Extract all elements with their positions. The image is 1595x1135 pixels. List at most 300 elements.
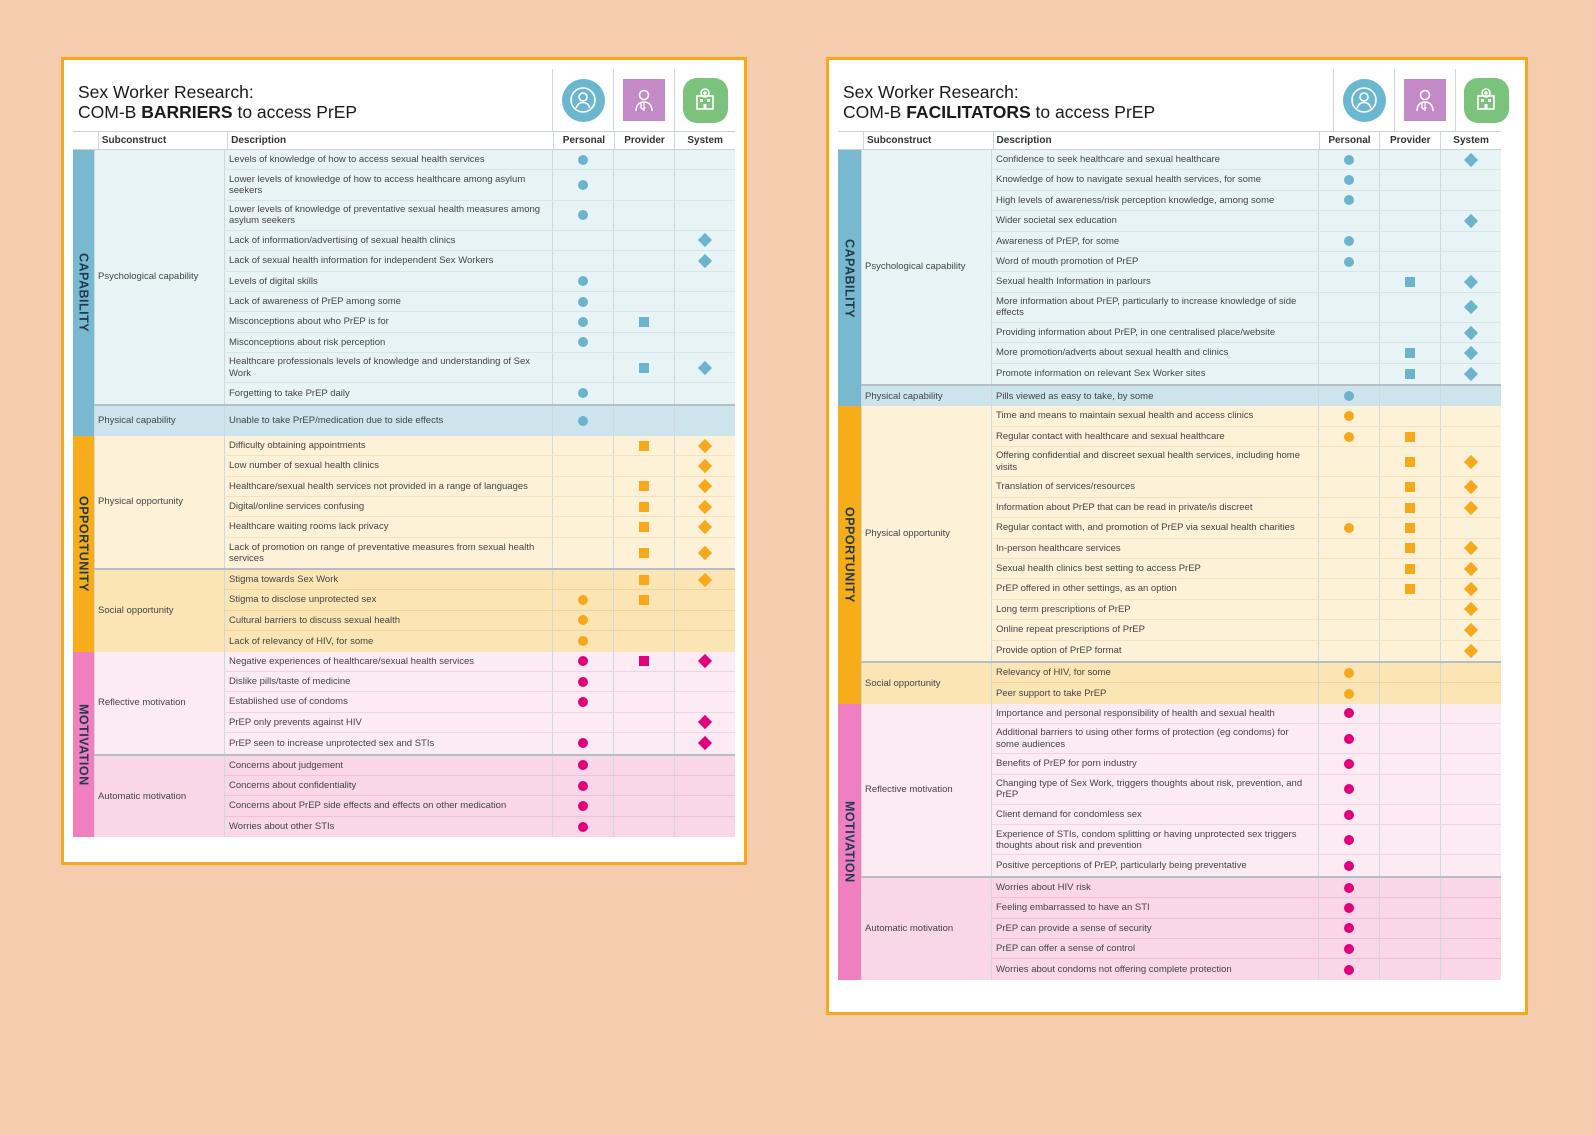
circle-marker (578, 760, 588, 770)
cell-provider (613, 611, 674, 630)
diamond-marker (698, 520, 712, 534)
column-icon-cell (1333, 69, 1394, 131)
cell-personal (552, 383, 613, 403)
band-label: MOTIVATION (842, 800, 857, 883)
rows (991, 150, 1501, 384)
cell-system (1440, 878, 1501, 897)
square-marker (639, 595, 649, 605)
circle-marker (578, 781, 588, 791)
column-icon-cell (613, 69, 674, 131)
circle-marker (1344, 257, 1354, 267)
column-header-subconstruct: Subconstruct (863, 132, 993, 149)
row-description: Cultural barriers to discuss sexual health (224, 611, 552, 630)
table-row (224, 672, 735, 692)
square-marker (639, 575, 649, 585)
row-description: Confidence to seek healthcare and sexual healthcare (991, 150, 1318, 169)
table-row (991, 939, 1501, 959)
cell-system (1440, 150, 1501, 169)
circle-marker (578, 636, 588, 646)
cell-system (1440, 939, 1501, 958)
table-row (991, 704, 1501, 724)
cell-provider (613, 201, 674, 230)
diamond-marker (698, 479, 712, 493)
circle-marker (578, 388, 588, 398)
rows (224, 406, 735, 436)
row-description: Sexual health Information in parlours (991, 272, 1318, 291)
diamond-marker (1464, 153, 1478, 167)
cell-personal (1318, 343, 1379, 362)
barriers-title (78, 82, 357, 122)
cell-system (1440, 170, 1501, 189)
cell-personal (1318, 293, 1379, 322)
cell-personal (1318, 252, 1379, 271)
cell-system (1440, 683, 1501, 703)
diamond-marker (1464, 500, 1478, 514)
table-row (991, 641, 1501, 661)
table-row (991, 855, 1501, 875)
circle-marker (578, 297, 588, 307)
row-description: Levels of digital skills (224, 272, 552, 291)
row-description: Provide option of PrEP format (991, 641, 1318, 661)
table-row (991, 518, 1501, 538)
diamond-marker (698, 254, 712, 268)
table-row (224, 353, 735, 383)
cell-personal (1318, 704, 1379, 723)
circle-marker (1344, 432, 1354, 442)
subconstruct-label: Social opportunity (94, 570, 224, 652)
cell-system (1440, 293, 1501, 322)
section-mot (73, 652, 735, 838)
circle-marker (578, 738, 588, 748)
cell-personal (1318, 683, 1379, 703)
square-marker (639, 548, 649, 558)
circle-marker (578, 677, 588, 687)
hospital-icon (1464, 78, 1509, 123)
cell-system (674, 150, 735, 169)
row-description: Information about PrEP that can be read in private/is discreet (991, 498, 1318, 517)
table-row (991, 959, 1501, 979)
cell-provider (1379, 620, 1440, 639)
cell-provider (613, 353, 674, 382)
cell-system (1440, 386, 1501, 406)
row-description: Healthcare waiting rooms lack privacy (224, 517, 552, 536)
cell-provider (1379, 170, 1440, 189)
row-description: Providing information about PrEP, in one centralised place/website (991, 323, 1318, 342)
groups (94, 652, 735, 838)
cell-system (674, 672, 735, 691)
cell-system (1440, 775, 1501, 804)
cell-system (674, 538, 735, 568)
circle-marker (1344, 668, 1354, 678)
table-row (224, 796, 735, 816)
cell-system (674, 497, 735, 516)
rows (991, 406, 1501, 660)
cell-system (1440, 477, 1501, 496)
cell-personal (552, 231, 613, 250)
table-row (224, 456, 735, 476)
row-description: Lack of relevancy of HIV, for some (224, 631, 552, 651)
cell-provider (1379, 579, 1440, 598)
row-description: Lower levels of knowledge of preventative sexual health measures among asylum seekers (224, 201, 552, 230)
cell-provider (1379, 427, 1440, 446)
band-label: MOTIVATION (76, 703, 91, 786)
cell-system (674, 477, 735, 496)
row-description: Lack of information/advertising of sexual health clinics (224, 231, 552, 250)
cell-provider (1379, 447, 1440, 476)
diamond-marker (1464, 480, 1478, 494)
cell-system (674, 251, 735, 270)
table-row (991, 775, 1501, 805)
cell-provider (613, 538, 674, 568)
subconstruct-label: Physical opportunity (94, 436, 224, 568)
groups (94, 150, 735, 436)
diamond-marker (1464, 455, 1478, 469)
cell-system (1440, 959, 1501, 979)
diamond-marker (698, 459, 712, 473)
cell-provider (1379, 150, 1440, 169)
section-cap (73, 150, 735, 436)
cell-personal (552, 292, 613, 311)
section-cap (838, 150, 1501, 406)
square-marker (1405, 277, 1415, 287)
table-row (991, 272, 1501, 292)
table-row (991, 825, 1501, 855)
rows (224, 436, 735, 568)
column-header-personal: Personal (553, 132, 614, 149)
table-row (224, 570, 735, 590)
cell-personal (552, 796, 613, 815)
table-row (224, 170, 735, 200)
circle-marker (578, 337, 588, 347)
row-description: Importance and personal responsibility of health and sexual health (991, 704, 1318, 723)
cell-system (1440, 754, 1501, 773)
cell-personal (1318, 600, 1379, 619)
column-header-band (838, 132, 863, 149)
cell-personal (552, 733, 613, 753)
row-description: Stigma to disclose unprotected sex (224, 590, 552, 609)
table-row (991, 724, 1501, 754)
cell-personal (1318, 641, 1379, 661)
cell-personal (552, 713, 613, 732)
row-description: Levels of knowledge of how to access sexual health services (224, 150, 552, 169)
cell-system (674, 312, 735, 331)
facilitators-title-suffix: to access PrEP (1030, 102, 1156, 123)
cell-system (674, 756, 735, 775)
diamond-marker (698, 654, 712, 668)
row-description: Long term prescriptions of PrEP (991, 600, 1318, 619)
circle-marker (1344, 236, 1354, 246)
table-row (991, 293, 1501, 323)
cell-system (1440, 447, 1501, 476)
band-mot (73, 652, 94, 838)
cell-system (674, 456, 735, 475)
diamond-marker (698, 233, 712, 247)
circle-marker (1344, 759, 1354, 769)
column-header-provider: Provider (1379, 132, 1440, 149)
cell-provider (613, 406, 674, 436)
cell-system (674, 353, 735, 382)
row-description: Negative experiences of healthcare/sexual health services (224, 652, 552, 671)
rows (224, 570, 735, 652)
circle-marker (578, 416, 588, 426)
cell-system (674, 292, 735, 311)
cell-personal (1318, 272, 1379, 291)
rows (991, 663, 1501, 704)
square-marker (1405, 457, 1415, 467)
row-description: Misconceptions about risk perception (224, 333, 552, 352)
cell-personal (1318, 878, 1379, 897)
cell-system (674, 631, 735, 651)
cell-provider (1379, 323, 1440, 342)
cell-provider (613, 272, 674, 291)
cell-provider (1379, 878, 1440, 897)
cell-personal (1318, 939, 1379, 958)
diamond-marker (1464, 346, 1478, 360)
row-description: Relevancy of HIV, for some (991, 663, 1318, 682)
group-mot (94, 652, 735, 756)
cell-provider (1379, 775, 1440, 804)
square-marker (1405, 482, 1415, 492)
diamond-marker (1464, 541, 1478, 555)
group-opp (94, 570, 735, 652)
table-row (224, 538, 735, 568)
cell-provider (613, 817, 674, 837)
cell-provider (1379, 272, 1440, 291)
table-row (991, 232, 1501, 252)
cell-personal (1318, 855, 1379, 875)
band-cap (838, 150, 861, 406)
cell-system (1440, 898, 1501, 917)
table-row (224, 517, 735, 537)
circle-marker (578, 155, 588, 165)
group-cap (861, 386, 1501, 406)
square-marker (1405, 564, 1415, 574)
cell-personal (1318, 191, 1379, 210)
cell-personal (552, 672, 613, 691)
cell-personal (552, 538, 613, 568)
cell-provider (1379, 191, 1440, 210)
row-description: Digital/online services confusing (224, 497, 552, 516)
cell-personal (1318, 406, 1379, 425)
cell-system (1440, 855, 1501, 875)
band-label: CAPABILITY (76, 253, 91, 333)
diamond-marker (1464, 214, 1478, 228)
table-row (224, 231, 735, 251)
barriers-title-suffix: to access PrEP (232, 102, 358, 123)
table-row (224, 201, 735, 231)
square-marker (639, 441, 649, 451)
table-row (224, 776, 735, 796)
cell-provider (1379, 724, 1440, 753)
subconstruct-label: Reflective motivation (861, 704, 991, 876)
row-description: Knowledge of how to navigate sexual health services, for some (991, 170, 1318, 189)
table-row (991, 211, 1501, 231)
circle-marker (578, 615, 588, 625)
circle-marker (578, 276, 588, 286)
cell-provider (613, 497, 674, 516)
cell-provider (1379, 232, 1440, 251)
subconstruct-label: Automatic motivation (94, 756, 224, 838)
column-header-personal: Personal (1319, 132, 1380, 149)
cell-personal (1318, 427, 1379, 446)
row-description: More information about PrEP, particularly to increase knowledge of side effects (991, 293, 1318, 322)
diamond-marker (698, 573, 712, 587)
cell-provider (1379, 939, 1440, 958)
cell-system (1440, 919, 1501, 938)
table-row (991, 447, 1501, 477)
cell-provider (613, 456, 674, 475)
table-row (991, 406, 1501, 426)
row-description: Lower levels of knowledge of how to access healthcare among asylum seekers (224, 170, 552, 199)
section-opp (838, 406, 1501, 703)
barriers-header (73, 69, 735, 131)
cell-system (1440, 498, 1501, 517)
section-mot (838, 704, 1501, 980)
square-marker (1405, 348, 1415, 358)
cell-system (1440, 191, 1501, 210)
circle-marker (1344, 810, 1354, 820)
cell-personal (1318, 620, 1379, 639)
facilitators-column-icons (1333, 69, 1516, 131)
cell-personal (1318, 919, 1379, 938)
cell-provider (1379, 919, 1440, 938)
cell-provider (613, 150, 674, 169)
row-description: More promotion/adverts about sexual health and clinics (991, 343, 1318, 362)
cell-provider (1379, 343, 1440, 362)
column-header-description: Description (993, 132, 1319, 149)
group-opp (94, 436, 735, 570)
row-description: Healthcare/sexual health services not provided in a range of languages (224, 477, 552, 496)
cell-personal (552, 631, 613, 651)
barriers-title-line1: Sex Worker Research: (78, 82, 254, 102)
cell-provider (1379, 406, 1440, 425)
cell-provider (613, 776, 674, 795)
column-header-description: Description (227, 132, 553, 149)
cell-system (674, 652, 735, 671)
barriers-column-header (73, 131, 735, 150)
cell-personal (552, 776, 613, 795)
row-description: Forgetting to take PrEP daily (224, 383, 552, 403)
table-row (224, 817, 735, 837)
subconstruct-label: Reflective motivation (94, 652, 224, 754)
diamond-marker (1464, 582, 1478, 596)
group-mot (94, 756, 735, 838)
cell-system (1440, 704, 1501, 723)
circle-marker (1344, 784, 1354, 794)
cell-system (1440, 406, 1501, 425)
barriers-title-line2 (78, 102, 357, 122)
band-cap (73, 150, 94, 436)
cell-system (674, 170, 735, 199)
row-description: Pills viewed as easy to take, by some (991, 386, 1318, 406)
cell-provider (613, 733, 674, 753)
table-row (991, 620, 1501, 640)
cell-personal (1318, 323, 1379, 342)
barriers-content (73, 69, 735, 837)
cell-provider (613, 292, 674, 311)
band-opp (73, 436, 94, 652)
row-description: Promote information on relevant Sex Worker sites (991, 364, 1318, 384)
cell-personal (552, 170, 613, 199)
cell-provider (1379, 477, 1440, 496)
cell-system (1440, 663, 1501, 682)
cell-system (1440, 252, 1501, 271)
table-row (224, 436, 735, 456)
cell-personal (552, 333, 613, 352)
row-description: Peer support to take PrEP (991, 683, 1318, 703)
cell-provider (613, 631, 674, 651)
cell-system (674, 713, 735, 732)
section-opp (73, 436, 735, 652)
table-row (991, 805, 1501, 825)
row-description: PrEP can provide a sense of security (991, 919, 1318, 938)
rows (224, 652, 735, 754)
column-icon-cell (552, 69, 613, 131)
row-description: Word of mouth promotion of PrEP (991, 252, 1318, 271)
facilitators-title-bold: FACILITATORS (906, 102, 1031, 123)
rows (991, 386, 1501, 406)
table-row (224, 251, 735, 271)
cell-personal (1318, 170, 1379, 189)
rows (224, 150, 735, 404)
square-marker (1405, 369, 1415, 379)
table-row (224, 272, 735, 292)
table-row (224, 652, 735, 672)
band-mot (838, 704, 861, 980)
table-row (991, 427, 1501, 447)
cell-provider (1379, 754, 1440, 773)
cell-personal (1318, 386, 1379, 406)
groups (94, 436, 735, 652)
row-description: Translation of services/resources (991, 477, 1318, 496)
subconstruct-label: Physical capability (861, 386, 991, 406)
row-description: Concerns about PrEP side effects and effects on other medication (224, 796, 552, 815)
cell-system (1440, 600, 1501, 619)
table-row (991, 170, 1501, 190)
diamond-marker (1464, 367, 1478, 381)
square-marker (639, 363, 649, 373)
circle-marker (1344, 708, 1354, 718)
cell-personal (1318, 518, 1379, 537)
groups (861, 406, 1501, 703)
table-row (991, 343, 1501, 363)
group-mot (861, 704, 1501, 878)
square-marker (639, 656, 649, 666)
circle-marker (1344, 195, 1354, 205)
circle-marker (1344, 391, 1354, 401)
cell-system (674, 231, 735, 250)
table-row (224, 406, 735, 436)
row-description: Awareness of PrEP, for some (991, 232, 1318, 251)
diamond-marker (698, 546, 712, 560)
groups (861, 150, 1501, 406)
row-description: Sexual health clinics best setting to access PrEP (991, 559, 1318, 578)
cell-provider (1379, 252, 1440, 271)
cell-provider (1379, 663, 1440, 682)
cell-provider (1379, 959, 1440, 979)
row-description: Regular contact with, and promotion of PrEP via sexual health charities (991, 518, 1318, 537)
cell-provider (613, 517, 674, 536)
rows (991, 704, 1501, 876)
circle-marker (1344, 923, 1354, 933)
facilitators-content (838, 69, 1516, 980)
cell-personal (1318, 724, 1379, 753)
row-description: Concerns about judgement (224, 756, 552, 775)
cell-provider (613, 312, 674, 331)
table-row (991, 323, 1501, 343)
table-row (224, 713, 735, 733)
barriers-title-prefix: COM-B (78, 102, 142, 123)
